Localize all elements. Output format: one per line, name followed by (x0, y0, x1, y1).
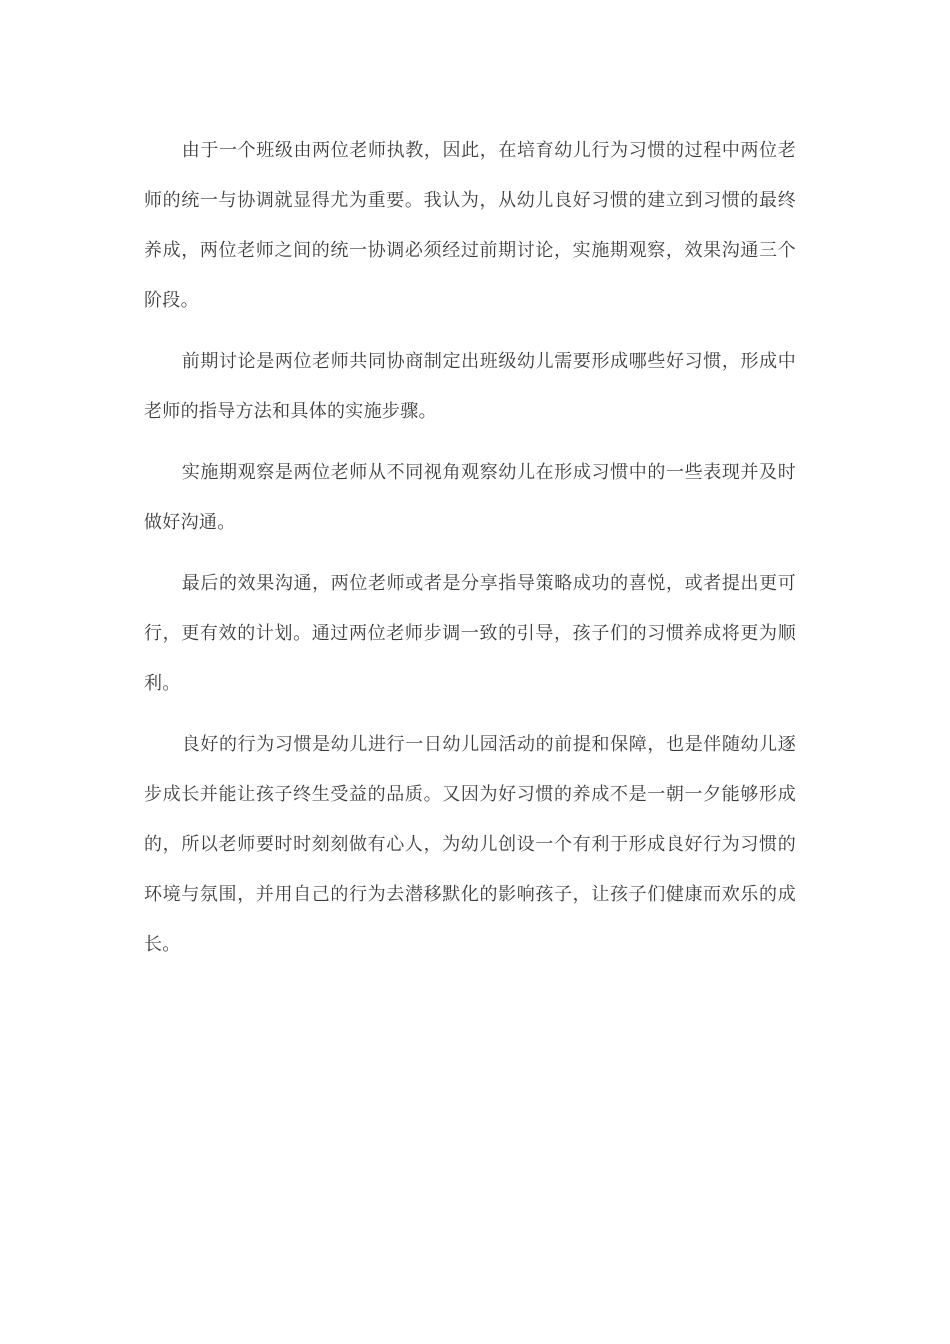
paragraph-4: 最后的效果沟通，两位老师或者是分享指导策略成功的喜悦，或者提出更可行，更有效的计划。通过两位老师步调一致的引导，孩子们的习惯养成将更为顺利。 (144, 573, 796, 694)
paragraph-1: 由于一个班级由两位老师执教，因此，在培育幼儿行为习惯的过程中两位老师的统一与协调就显得尤为重要。我认为，从幼儿良好习惯的建立到习惯的最终养成，两位老师之间的统一协调必须经过前期讨论，实施期观察，效果沟通三个阶段。 (144, 140, 796, 311)
paragraph-5: 良好的行为习惯是幼儿进行一日幼儿园活动的前提和保障，也是伴随幼儿逐步成长并能让孩子终生受益的品质。又因为好习惯的养成不是一朝一夕能够形成的，所以老师要时时刻刻做有心人，为幼儿创设一个有利于形成良好行为习惯的环境与氛围，并用自己的行为去潜移默化的影响孩子，让孩子们健康而欢乐的成长。 (144, 734, 796, 955)
paragraph-2: 前期讨论是两位老师共同协商制定出班级幼儿需要形成哪些好习惯，形成中老师的指导方法和具体的实施步骤。 (144, 351, 796, 422)
paragraph-3: 实施期观察是两位老师从不同视角观察幼儿在形成习惯中的一些表现并及时做好沟通。 (144, 462, 796, 533)
document-body (144, 126, 796, 981)
